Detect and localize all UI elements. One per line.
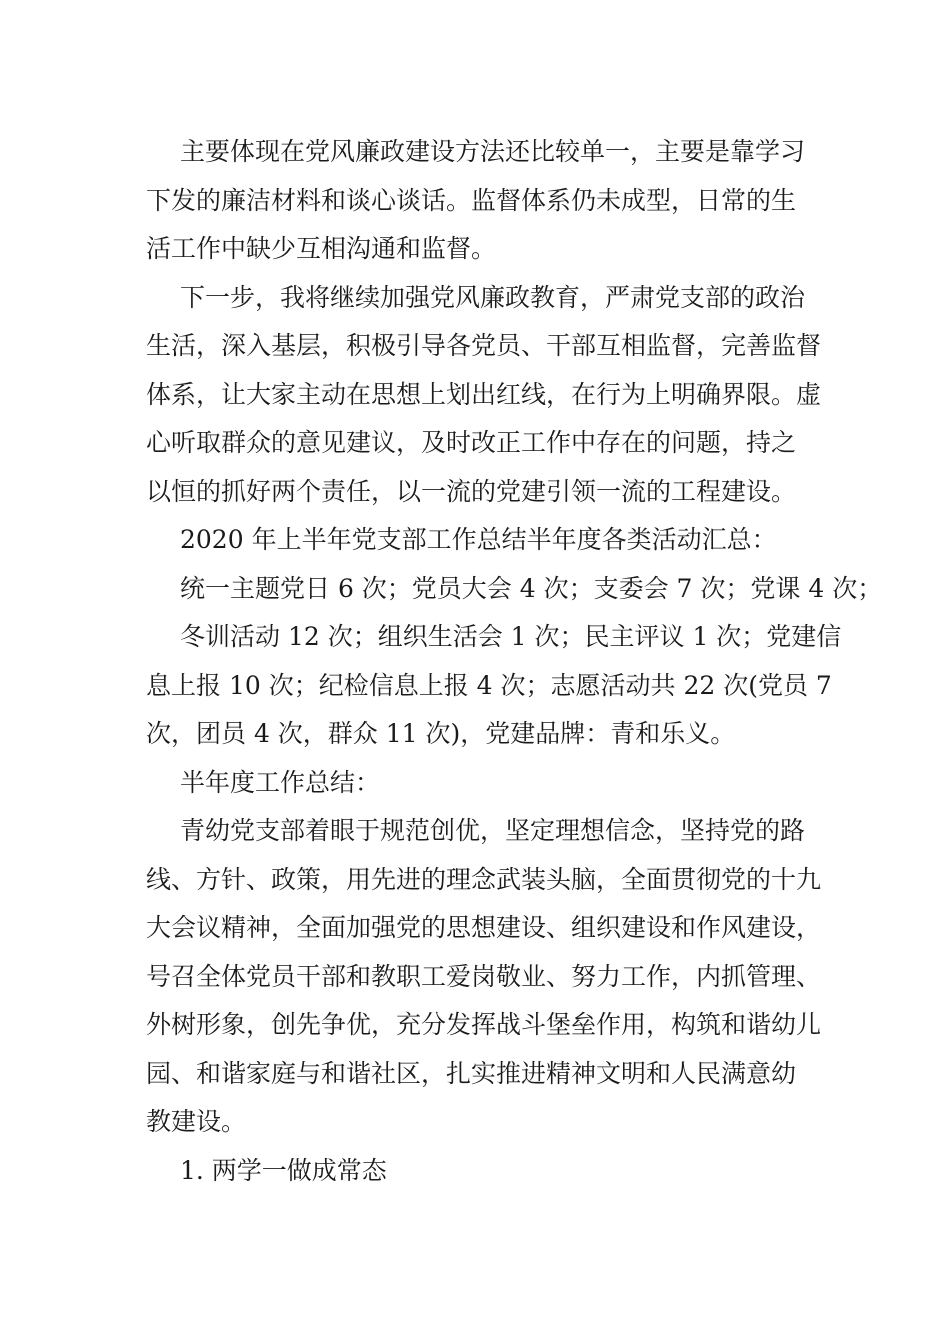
text-line: 统一主题党日 6 次；党员大会 4 次；支委会 7 次；党课 4 次； <box>180 573 883 603</box>
text-line: 半年度工作总结： <box>180 767 381 797</box>
paragraph-supervision-issues <box>146 128 810 274</box>
text-line: 线、方针、政策，用先进的理念武装头脑，全面贯彻党的十九 <box>146 864 822 894</box>
text-line: 次，团员 4 次，群众 11 次)，党建品牌：青和乐义。 <box>146 719 736 748</box>
text-line: 青幼党支部着眼于规范创优，坚定理想信念，坚持党的路 <box>180 816 806 845</box>
text-line: 冬训活动 12 次；组织生活会 1 次；民主评议 1 次；党建信 <box>180 622 842 651</box>
text-line: 教建设。 <box>146 1107 247 1136</box>
text-line: 主要体现在党风廉政建设方法还比较单一，主要是靠学习 <box>180 137 806 166</box>
text-line: 生活，深入基层，积极引导各党员、干部互相监督，完善监督 <box>146 331 822 360</box>
paragraph-activity-counts-2 <box>146 613 842 759</box>
text-line: 下一步，我将继续加强党风廉政教育，严肃党支部的政治 <box>180 282 806 312</box>
paragraph-half-year-summary-heading <box>146 759 810 808</box>
text-line: 2020 年上半年党支部工作总结半年度各类活动汇总： <box>180 525 777 554</box>
paragraph-next-steps <box>146 274 822 517</box>
document-body <box>146 128 883 1195</box>
paragraph-activity-counts-1 <box>146 565 883 614</box>
paragraph-activity-summary-heading <box>146 516 810 565</box>
text-line: 号召全体党员干部和教职工爱岗敬业、努力工作，内抓管理、 <box>146 961 822 991</box>
text-line: 园、和谐家庭与和谐社区，扎实推进精神文明和人民满意幼 <box>146 1058 797 1088</box>
text-line: 1. 两学一做成常态 <box>180 1155 387 1185</box>
section-heading-1 <box>146 1147 810 1196</box>
text-line: 活工作中缺少互相沟通和监督。 <box>146 234 497 263</box>
text-line: 息上报 10 次；纪检信息上报 4 次；志愿活动共 22 次(党员 7 <box>146 670 832 700</box>
text-line: 外树形象，创先争优，充分发挥战斗堡垒作用，构筑和谐幼儿 <box>146 1010 822 1039</box>
text-line: 下发的廉洁材料和谈心谈话。监督体系仍未成型，日常的生 <box>146 185 797 215</box>
text-line: 以恒的抓好两个责任，以一流的党建引领一流的工程建设。 <box>146 476 797 506</box>
text-line: 大会议精神，全面加强党的思想建设、组织建设和作风建设， <box>146 913 822 942</box>
paragraph-branch-overview <box>146 807 822 1147</box>
text-line: 心听取群众的意见建议，及时改正工作中存在的问题，持之 <box>146 428 797 457</box>
text-line: 体系，让大家主动在思想上划出红线，在行为上明确界限。虚 <box>146 379 822 409</box>
